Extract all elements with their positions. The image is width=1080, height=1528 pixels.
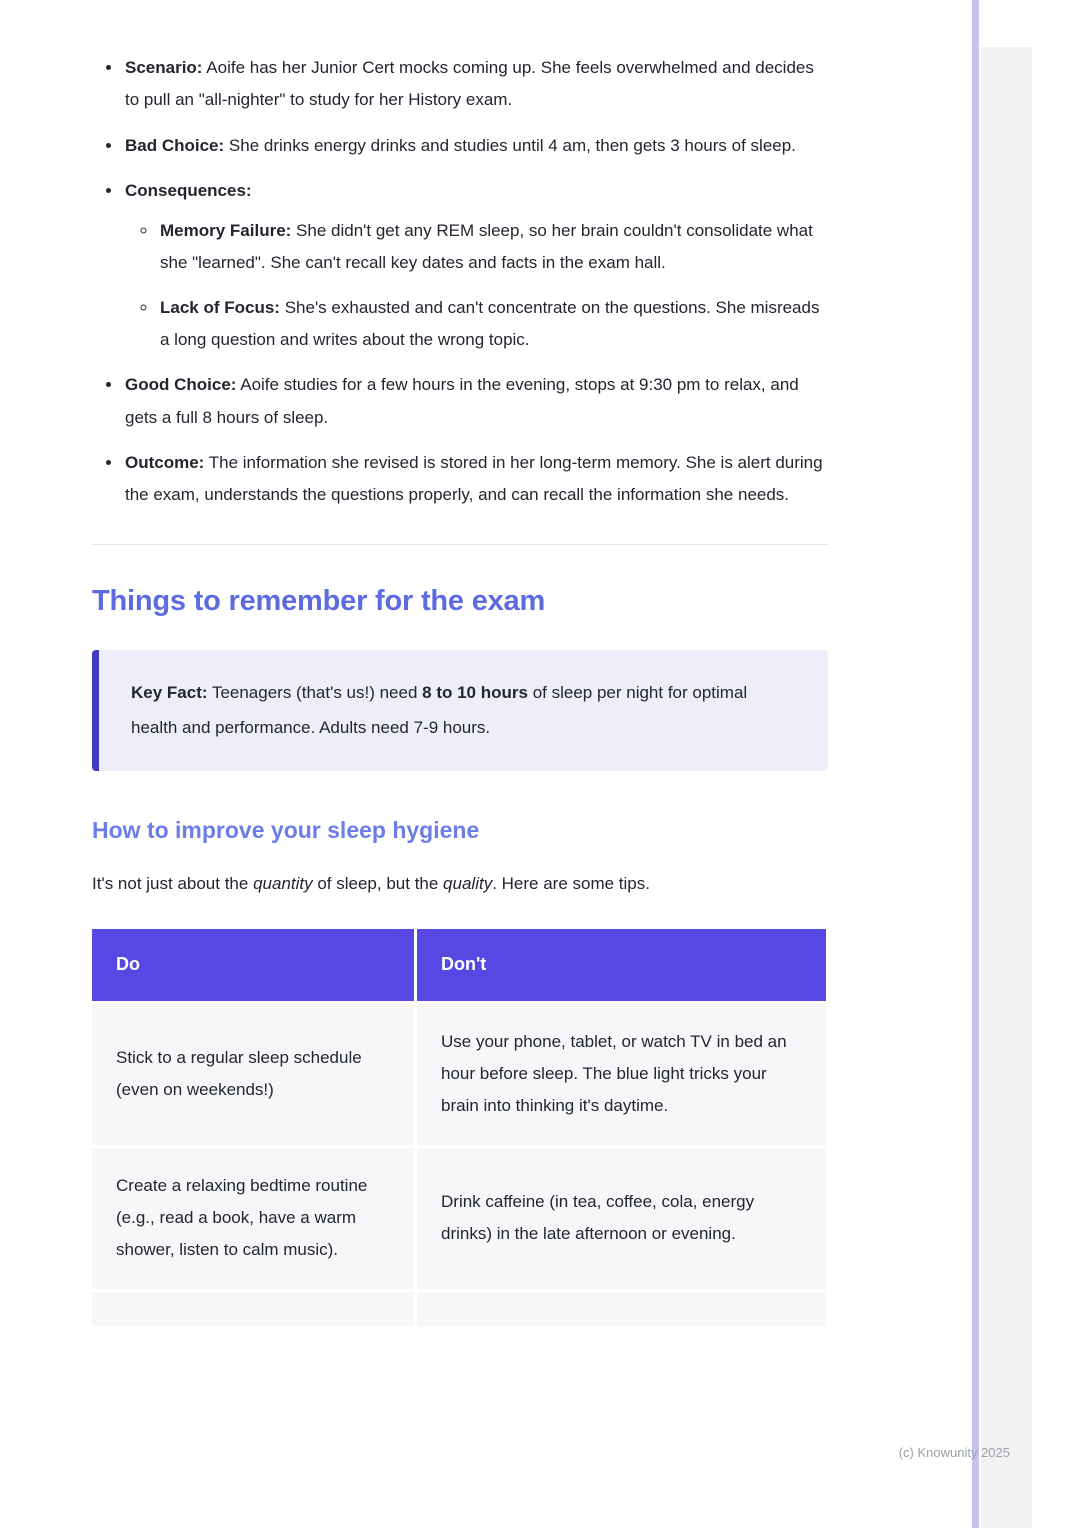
list-item: • Scenario: Aoife has her Junior Cert mocks coming up. She feels overwhelmed and decides to pull an "all-nighter" to study for her History exam. bbox=[123, 52, 828, 117]
page-edge-panel bbox=[981, 47, 1032, 1528]
list-item-label: Scenario: bbox=[125, 58, 203, 77]
do-dont-table bbox=[92, 929, 826, 1326]
table-cell: Create a relaxing bedtime routine (e.g., read a book, have a warm shower, listen to calm music). bbox=[92, 1148, 414, 1289]
list-item bbox=[123, 175, 828, 356]
table-header-row bbox=[92, 929, 826, 1001]
table-cell-partial bbox=[417, 1292, 826, 1326]
table-row-partial bbox=[92, 1292, 826, 1326]
key-fact-callout bbox=[92, 650, 828, 771]
table-cell: Stick to a regular sleep schedule (even on weekends!) bbox=[92, 1004, 414, 1145]
list-item: • Outcome: The information she revised is stored in her long-term memory. She is alert during the exam, understands the questions properly, and can recall the information she needs. bbox=[123, 447, 828, 512]
sub-heading: How to improve your sleep hygiene bbox=[92, 816, 480, 843]
watermark: (c) Knowunity 2025 bbox=[898, 1445, 1010, 1460]
table-cell-partial bbox=[92, 1292, 414, 1326]
list-item-label: Memory Failure: bbox=[160, 221, 292, 241]
callout-text: Key Fact: Teenagers (that's us!) need 8 to 10 hours of sleep per night for optimal health and performance. Adults need 7-9 hours. bbox=[131, 682, 748, 738]
page-edge-line bbox=[972, 0, 979, 1528]
document-content bbox=[92, 0, 828, 1326]
callout-label: Key Fact: bbox=[131, 682, 208, 702]
list-item-label: Consequences: bbox=[125, 180, 252, 200]
section-heading: Things to remember for the exam bbox=[92, 584, 546, 617]
list-item-label: Good Choice: bbox=[125, 375, 237, 395]
sub-bullet-list bbox=[125, 215, 828, 356]
sub-list-item: ◦ Lack of Focus: She's exhausted and can't concentrate on the questions. She misreads a long question and writes about the wrong topic. bbox=[158, 292, 828, 357]
table-row bbox=[92, 1004, 826, 1145]
table-row bbox=[92, 1148, 826, 1289]
table-cell: Drink caffeine (in tea, coffee, cola, energy drinks) in the late afternoon or evening. bbox=[417, 1148, 826, 1289]
intro-paragraph: It's not just about the quantity of sleep, but the quality. Here are some tips. bbox=[92, 873, 650, 893]
list-item-label: Bad Choice: bbox=[125, 135, 225, 155]
list-item: • Good Choice: Aoife studies for a few hours in the evening, stops at 9:30 pm to relax, and gets a full 8 hours of sleep. bbox=[123, 369, 828, 434]
table-header-cell: Don't bbox=[417, 929, 826, 1001]
bullet-list bbox=[92, 52, 828, 512]
table-cell: Use your phone, tablet, or watch TV in bed an hour before sleep. The blue light tricks your brain into thinking it's daytime. bbox=[417, 1004, 826, 1145]
sub-list-item: ◦ Memory Failure: She didn't get any REM sleep, so her brain couldn't consolidate what she "learned". She can't recall key dates and facts in the exam hall. bbox=[158, 215, 828, 280]
list-item-label: Lack of Focus: bbox=[160, 297, 280, 317]
table-header-cell: Do bbox=[92, 929, 414, 1001]
list-item-label: Outcome: bbox=[125, 452, 205, 472]
list-item: • Bad Choice: She drinks energy drinks and studies until 4 am, then gets 3 hours of sleep. bbox=[123, 130, 828, 162]
section-divider bbox=[92, 544, 828, 545]
